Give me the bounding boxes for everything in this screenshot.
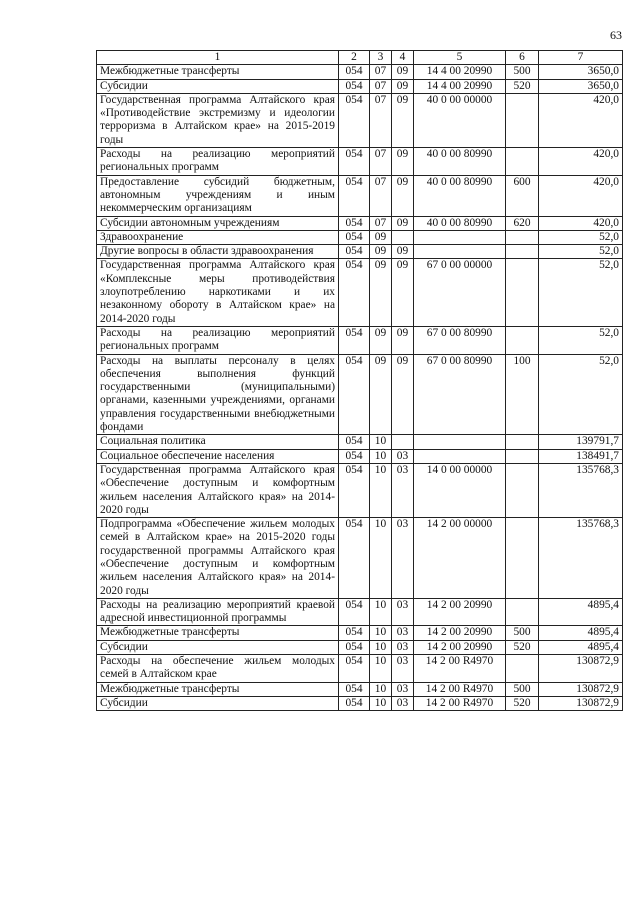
section-code-cell: 07 [370, 93, 392, 147]
row-name-cell: Государственная программа Алтайского края «Обеспечение доступным и комфортным жильем населения Алтайского края» на 2014-2020 годы [97, 463, 339, 517]
row-name-cell: Субсидии автономным учреждениям [97, 216, 339, 230]
column-header: 3 [370, 51, 392, 65]
section-code-cell: 07 [370, 216, 392, 230]
section-code-cell: 09 [370, 354, 392, 435]
section-code-cell: 10 [370, 435, 392, 449]
admin-code-cell: 054 [339, 65, 370, 79]
subsection-code-cell: 09 [392, 326, 414, 354]
row-name-cell: Социальное обеспечение населения [97, 449, 339, 463]
section-code-cell: 09 [370, 245, 392, 259]
expense-type-cell: 620 [506, 216, 539, 230]
subsection-code-cell: 09 [392, 93, 414, 147]
section-code-cell: 10 [370, 449, 392, 463]
expense-type-cell [506, 230, 539, 244]
row-name-cell: Здравоохранение [97, 230, 339, 244]
target-item-cell: 14 4 00 20990 [414, 79, 506, 93]
admin-code-cell: 054 [339, 518, 370, 599]
section-code-cell: 07 [370, 175, 392, 216]
column-header: 1 [97, 51, 339, 65]
admin-code-cell: 054 [339, 216, 370, 230]
table-row [97, 640, 623, 654]
expense-type-cell [506, 449, 539, 463]
row-name-cell: Межбюджетные трансферты [97, 682, 339, 696]
table-row [97, 245, 623, 259]
target-item-cell [414, 245, 506, 259]
amount-cell: 139791,7 [539, 435, 623, 449]
table-row [97, 655, 623, 683]
section-code-cell: 10 [370, 655, 392, 683]
page-number: 63 [610, 28, 622, 42]
row-name-cell: Субсидии [97, 696, 339, 710]
target-item-cell: 40 0 00 80990 [414, 148, 506, 176]
section-code-cell: 07 [370, 148, 392, 176]
target-item-cell: 14 0 00 00000 [414, 463, 506, 517]
expense-type-cell: 520 [506, 640, 539, 654]
expense-type-cell [506, 259, 539, 326]
amount-cell: 420,0 [539, 148, 623, 176]
expense-type-cell [506, 148, 539, 176]
row-name-cell: Социальная политика [97, 435, 339, 449]
admin-code-cell: 054 [339, 245, 370, 259]
target-item-cell: 40 0 00 80990 [414, 216, 506, 230]
expense-type-cell: 100 [506, 354, 539, 435]
subsection-code-cell [392, 435, 414, 449]
row-name-cell: Межбюджетные трансферты [97, 626, 339, 640]
target-item-cell: 14 2 00 R4970 [414, 696, 506, 710]
amount-cell: 4895,4 [539, 640, 623, 654]
table-header-row [97, 51, 623, 65]
subsection-code-cell: 09 [392, 148, 414, 176]
column-header: 4 [392, 51, 414, 65]
admin-code-cell: 054 [339, 598, 370, 626]
expense-type-cell: 520 [506, 696, 539, 710]
row-name-cell: Государственная программа Алтайского края «Комплексные меры противодействия злоупотреблению наркотиками и их незаконному обороту в Алтайском крае» на 2014-2020 годы [97, 259, 339, 326]
subsection-code-cell: 09 [392, 354, 414, 435]
amount-cell: 130872,9 [539, 682, 623, 696]
table-row [97, 696, 623, 710]
subsection-code-cell: 03 [392, 640, 414, 654]
table-row [97, 175, 623, 216]
row-name-cell: Подпрограмма «Обеспечение жильем молодых семей в Алтайском крае» на 2015-2020 годы государственной программы Алтайского края «Обеспечение доступным и комфортным жильем населения Алтайского края» на 2014-2020 годы [97, 518, 339, 599]
amount-cell: 4895,4 [539, 598, 623, 626]
admin-code-cell: 054 [339, 463, 370, 517]
subsection-code-cell: 09 [392, 216, 414, 230]
target-item-cell: 14 2 00 20990 [414, 626, 506, 640]
subsection-code-cell: 03 [392, 696, 414, 710]
admin-code-cell: 054 [339, 259, 370, 326]
admin-code-cell: 054 [339, 696, 370, 710]
target-item-cell: 40 0 00 00000 [414, 93, 506, 147]
target-item-cell [414, 449, 506, 463]
expense-type-cell: 500 [506, 626, 539, 640]
admin-code-cell: 054 [339, 435, 370, 449]
section-code-cell: 10 [370, 696, 392, 710]
amount-cell: 52,0 [539, 245, 623, 259]
subsection-code-cell: 09 [392, 259, 414, 326]
row-name-cell: Расходы на обеспечение жильем молодых семей в Алтайском крае [97, 655, 339, 683]
column-header: 6 [506, 51, 539, 65]
expense-type-cell: 520 [506, 79, 539, 93]
amount-cell: 420,0 [539, 216, 623, 230]
section-code-cell: 10 [370, 518, 392, 599]
target-item-cell: 14 2 00 R4970 [414, 655, 506, 683]
amount-cell: 135768,3 [539, 463, 623, 517]
admin-code-cell: 054 [339, 326, 370, 354]
table-row [97, 93, 623, 147]
admin-code-cell: 054 [339, 230, 370, 244]
target-item-cell: 14 2 00 20990 [414, 598, 506, 626]
subsection-code-cell: 03 [392, 655, 414, 683]
target-item-cell: 40 0 00 80990 [414, 175, 506, 216]
expense-type-cell [506, 326, 539, 354]
admin-code-cell: 054 [339, 640, 370, 654]
admin-code-cell: 054 [339, 354, 370, 435]
expense-type-cell [506, 598, 539, 626]
section-code-cell: 09 [370, 230, 392, 244]
amount-cell: 52,0 [539, 354, 623, 435]
target-item-cell: 14 2 00 00000 [414, 518, 506, 599]
subsection-code-cell [392, 230, 414, 244]
target-item-cell: 14 4 00 20990 [414, 65, 506, 79]
amount-cell: 420,0 [539, 93, 623, 147]
section-code-cell: 07 [370, 79, 392, 93]
admin-code-cell: 054 [339, 682, 370, 696]
row-name-cell: Другие вопросы в области здравоохранения [97, 245, 339, 259]
section-code-cell: 09 [370, 259, 392, 326]
subsection-code-cell: 03 [392, 682, 414, 696]
subsection-code-cell: 03 [392, 626, 414, 640]
row-name-cell: Субсидии [97, 79, 339, 93]
expense-type-cell [506, 245, 539, 259]
budget-table [96, 50, 623, 711]
admin-code-cell: 054 [339, 449, 370, 463]
section-code-cell: 10 [370, 682, 392, 696]
table-row [97, 216, 623, 230]
amount-cell: 420,0 [539, 175, 623, 216]
subsection-code-cell: 09 [392, 65, 414, 79]
table-row [97, 463, 623, 517]
expense-type-cell [506, 655, 539, 683]
section-code-cell: 10 [370, 463, 392, 517]
amount-cell: 4895,4 [539, 626, 623, 640]
admin-code-cell: 054 [339, 93, 370, 147]
expense-type-cell [506, 463, 539, 517]
table-row [97, 79, 623, 93]
subsection-code-cell: 03 [392, 463, 414, 517]
table-row [97, 626, 623, 640]
table-row [97, 518, 623, 599]
subsection-code-cell: 03 [392, 518, 414, 599]
row-name-cell: Государственная программа Алтайского края «Противодействие экстремизму и идеологии терроризма в Алтайском крае» на 2015-2019 годы [97, 93, 339, 147]
table-row [97, 354, 623, 435]
section-code-cell: 10 [370, 640, 392, 654]
target-item-cell: 14 2 00 20990 [414, 640, 506, 654]
amount-cell: 3650,0 [539, 65, 623, 79]
subsection-code-cell: 03 [392, 598, 414, 626]
target-item-cell [414, 230, 506, 244]
amount-cell: 52,0 [539, 230, 623, 244]
target-item-cell: 67 0 00 00000 [414, 259, 506, 326]
subsection-code-cell: 09 [392, 79, 414, 93]
table-row [97, 230, 623, 244]
section-code-cell: 10 [370, 598, 392, 626]
section-code-cell: 07 [370, 65, 392, 79]
subsection-code-cell: 09 [392, 245, 414, 259]
amount-cell: 3650,0 [539, 79, 623, 93]
amount-cell: 138491,7 [539, 449, 623, 463]
expense-type-cell [506, 518, 539, 599]
amount-cell: 130872,9 [539, 696, 623, 710]
admin-code-cell: 054 [339, 626, 370, 640]
table-row [97, 326, 623, 354]
table-row [97, 259, 623, 326]
subsection-code-cell: 09 [392, 175, 414, 216]
row-name-cell: Расходы на реализацию мероприятий региональных программ [97, 326, 339, 354]
row-name-cell: Субсидии [97, 640, 339, 654]
admin-code-cell: 054 [339, 148, 370, 176]
target-item-cell: 14 2 00 R4970 [414, 682, 506, 696]
row-name-cell: Предоставление субсидий бюджетным, автономным учреждениям и иным некоммерческим организациям [97, 175, 339, 216]
expense-type-cell: 600 [506, 175, 539, 216]
admin-code-cell: 054 [339, 79, 370, 93]
row-name-cell: Расходы на реализацию мероприятий краевой адресной инвестиционной программы [97, 598, 339, 626]
target-item-cell [414, 435, 506, 449]
admin-code-cell: 054 [339, 175, 370, 216]
table-row [97, 598, 623, 626]
table-row [97, 682, 623, 696]
subsection-code-cell: 03 [392, 449, 414, 463]
expense-type-cell: 500 [506, 65, 539, 79]
column-header: 2 [339, 51, 370, 65]
target-item-cell: 67 0 00 80990 [414, 354, 506, 435]
amount-cell: 52,0 [539, 326, 623, 354]
table-row [97, 449, 623, 463]
column-header: 5 [414, 51, 506, 65]
column-header: 7 [539, 51, 623, 65]
row-name-cell: Межбюджетные трансферты [97, 65, 339, 79]
row-name-cell: Расходы на выплаты персоналу в целях обеспечения выполнения функций государственными (муниципальными) органами, казенными учреждениями, органами управления государственными внебюджетными фондами [97, 354, 339, 435]
amount-cell: 52,0 [539, 259, 623, 326]
expense-type-cell [506, 435, 539, 449]
target-item-cell: 67 0 00 80990 [414, 326, 506, 354]
admin-code-cell: 054 [339, 655, 370, 683]
table-row [97, 148, 623, 176]
table-row [97, 435, 623, 449]
amount-cell: 130872,9 [539, 655, 623, 683]
table-row [97, 65, 623, 79]
table-body [97, 65, 623, 711]
expense-type-cell: 500 [506, 682, 539, 696]
section-code-cell: 10 [370, 626, 392, 640]
section-code-cell: 09 [370, 326, 392, 354]
amount-cell: 135768,3 [539, 518, 623, 599]
row-name-cell: Расходы на реализацию мероприятий региональных программ [97, 148, 339, 176]
expense-type-cell [506, 93, 539, 147]
